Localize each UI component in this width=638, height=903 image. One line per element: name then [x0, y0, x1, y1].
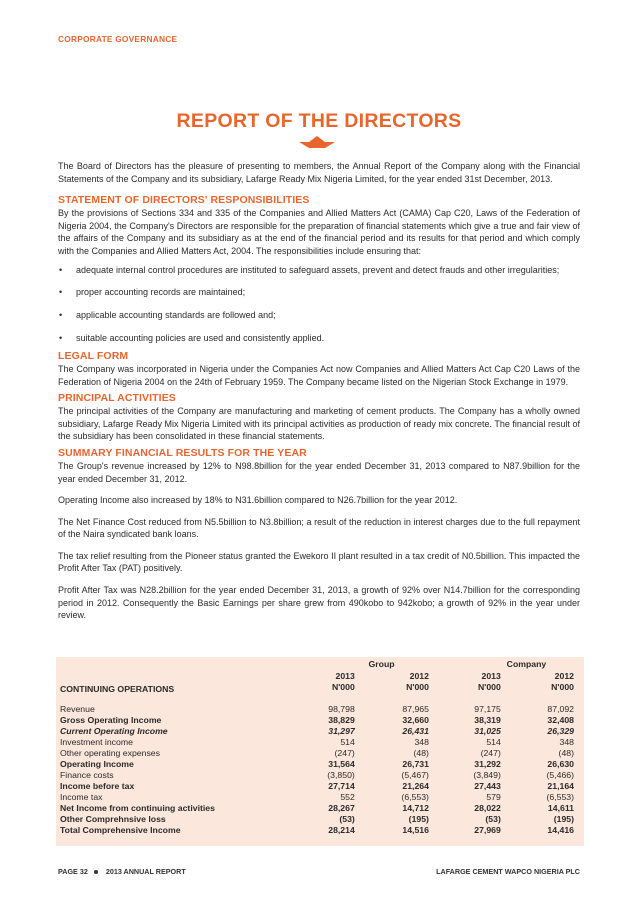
table-cell: (5,466) [546, 770, 574, 780]
company-name: LAFARGE CEMENT WAPCO NIGERIA PLC [436, 867, 580, 876]
year-header: 2013 [335, 671, 355, 681]
diamond-divider-icon [299, 136, 335, 148]
table-cell: 97,175 [474, 704, 501, 714]
table-cell: 27,714 [328, 781, 355, 791]
table-cell: 31,564 [328, 759, 355, 769]
table-cell: (247) [334, 748, 355, 758]
table-cell: 31,297 [328, 726, 355, 736]
table-cell: 32,408 [547, 715, 574, 725]
table-row [56, 781, 584, 792]
summary-heading: SUMMARY FINANCIAL RESULTS FOR THE YEAR [58, 446, 307, 459]
table-cell: (53) [339, 814, 355, 824]
table-cell: (5,467) [401, 770, 429, 780]
row-label: Other Comprehnsive loss [60, 814, 166, 824]
report-body [58, 160, 580, 622]
legal-form-heading: LEGAL FORM [58, 349, 129, 362]
intro-paragraph: The Board of Directors has the pleasure of presenting to members, the Annual Report of the Company along with the Financial Statements of the Company and its subsidiary, Lafarge Ready Mix Nigeria Limited, for the year ended 31st December, 2013. [58, 161, 580, 184]
row-label: Finance costs [60, 770, 114, 780]
year-header: 2013 [481, 671, 501, 681]
report-name: 2013 ANNUAL REPORT [105, 867, 186, 876]
table-cell: 579 [486, 792, 501, 802]
table-row [56, 748, 584, 759]
responsibilities-list [58, 264, 580, 346]
row-label: Operating Income [60, 759, 134, 769]
table-cell: 14,516 [402, 825, 429, 835]
table-cell: 87,965 [402, 704, 429, 714]
summary-paragraph: The Group's revenue increased by 12% to N98.8billion for the year ended December 31, 2013 compared to N87.9billion for the year ended December 31, 2012. [58, 460, 580, 484]
table-cell: (195) [408, 814, 429, 824]
table-cell: 98,798 [328, 704, 355, 714]
legal-form-paragraph: The Company was incorporated in Nigeria under the Companies Act now Companies and Allied Matters Act Cap C20 Laws of the Federation of Nigeria 2004 on the 24th of February 1959. The Company became listed on the Nigerian Stock Exchange in 1979. [58, 363, 580, 387]
table-cell: 14,712 [402, 803, 429, 813]
row-label: Other operating expenses [60, 748, 160, 758]
table-cell: 28,267 [328, 803, 355, 813]
dot-separator-icon [94, 870, 98, 874]
principal-activities-heading: PRINCIPAL ACTIVITIES [58, 392, 176, 405]
bullet-icon: • [59, 287, 63, 298]
bullet-icon: • [59, 332, 63, 343]
table-cell: (247) [480, 748, 501, 758]
table-cell: 38,829 [328, 715, 355, 725]
table-row [56, 803, 584, 814]
table-row [56, 704, 584, 715]
table-row [56, 726, 584, 737]
table-cell: (53) [485, 814, 501, 824]
year-header: 2012 [554, 671, 574, 681]
responsibilities-heading: STATEMENT OF DIRECTORS' RESPONSIBILITIES [58, 194, 310, 207]
table-cell: 27,443 [474, 781, 501, 791]
table-cell: 28,214 [328, 825, 355, 835]
table-cell: 14,416 [547, 825, 574, 835]
row-label: Total Comprehensive Income [60, 825, 181, 835]
table-cell: 26,431 [402, 726, 429, 736]
table-row [56, 825, 584, 836]
row-label: Gross Operating Income [60, 715, 162, 725]
table-cell: (195) [553, 814, 574, 824]
summary-paragraph: The Net Finance Cost reduced from N5.5billion to N3.8billion; a result of the reduction in interest charges due to the full repayment of the Naira syndicated bank loans. [58, 516, 580, 540]
table-cell: (48) [558, 748, 574, 758]
list-item: • proper accounting records are maintained; [59, 287, 246, 298]
year-header: 2012 [409, 671, 429, 681]
summary-paragraph: The tax relief resulting from the Pioneer status granted the Ewekoro II plant resulted in a tax credit of N0.5billion. This impacted the Profit After Tax (PAT) positively. [58, 550, 580, 574]
table-cell: 348 [414, 737, 429, 747]
page-title: REPORT OF THE DIRECTORS [176, 110, 462, 132]
table-row [56, 715, 584, 726]
group-header: Group [368, 658, 395, 669]
table-cell: (3,849) [473, 770, 501, 780]
table-cell: 26,731 [402, 759, 429, 769]
summary-paragraph: Operating Income also increased by 18% to N31.6billion compared to N26.7billion for the year 2012. [58, 495, 458, 506]
list-item: • applicable accounting standards are followed and; [59, 310, 276, 321]
row-label: Revenue [60, 704, 95, 714]
table-cell: 552 [340, 792, 355, 802]
table-cell: (6,553) [546, 792, 574, 802]
table-cell: 348 [559, 737, 574, 747]
table-cell: 38,319 [474, 715, 501, 725]
company-header: Company [506, 658, 547, 669]
row-label: Investment income [60, 737, 133, 747]
table-cell: 21,164 [547, 781, 574, 791]
row-label: Current Operating Income [60, 726, 168, 736]
summary-paragraph: Profit After Tax was N28.2billion for the year ended December 31, 2013, a growth of 92% over N14.7billion for the corresponding period in 2012. Consequently the Basic Earnings per share grew from 490kobo to 942kobo; a growth of 92% in the year under review. [58, 585, 580, 621]
table-cell: 31,292 [474, 759, 501, 769]
table-cell: 514 [340, 737, 355, 747]
principal-activities-paragraph: The principal activities of the Company are manufacturing and marketing of cement products. The Company has a wholly owned subsidiary, Lafarge Ready Mix Nigeria Limited with its principal activities as production of ready mix concrete. The financial result of the subsidiary has been consolidated in these financial statements. [58, 406, 580, 442]
table-cell: 14,611 [547, 803, 574, 813]
unit-header: N'000 [551, 682, 574, 692]
table-row [56, 792, 584, 803]
table-cell: 514 [486, 737, 501, 747]
financial-results-table [56, 657, 584, 846]
responsibilities-paragraph: By the provisions of Sections 334 and 335 of the Companies and Allied Matters Act (CAMA) Cap C20, Laws of the Federation of Nigeria 2004, the Company's Directors are responsible for the preparation of financial statements which give a true and fair view of the affairs of the Company and its subsidiary as at the end of the financial period and its results for that period and which comply with the Companies and Allied Matters Act, 2004. The responsibilities include ensuring that: [58, 208, 580, 256]
row-label: Income before tax [60, 781, 135, 791]
table-row [56, 759, 584, 770]
table-cell: 87,092 [547, 704, 574, 714]
unit-header: N'000 [331, 682, 355, 692]
row-label: Income tax [60, 792, 103, 802]
unit-header: N'000 [478, 682, 501, 692]
continuing-operations-label: CONTINUING OPERATIONS [60, 684, 175, 694]
table-cell: 28,022 [474, 803, 501, 813]
page-number: PAGE 32 [58, 867, 88, 876]
table-cell: 27,969 [474, 825, 501, 835]
table-cell: 31,025 [474, 726, 501, 736]
section-label: CORPORATE GOVERNANCE [58, 34, 178, 44]
table-cell: (48) [413, 748, 429, 758]
table-row [56, 814, 584, 825]
bullet-icon: • [59, 264, 63, 275]
financial-rows [56, 704, 584, 836]
table-cell: 32,660 [402, 715, 429, 725]
table-row [56, 770, 584, 781]
table-cell: 26,329 [547, 726, 574, 736]
table-row [56, 737, 584, 748]
table-cell: 26,630 [547, 759, 574, 769]
list-item: • adequate internal control procedures are instituted to safeguard assets, prevent and detect frauds and other irregularities; [59, 264, 560, 275]
bullet-icon: • [59, 310, 63, 321]
unit-header: N'000 [406, 682, 429, 692]
list-item: • suitable accounting policies are used and consistently applied. [59, 332, 325, 343]
table-cell: (6,553) [401, 792, 429, 802]
row-label: Net Income from continuing activities [60, 803, 215, 813]
table-cell: (3,850) [327, 770, 355, 780]
table-cell: 21,264 [402, 781, 429, 791]
